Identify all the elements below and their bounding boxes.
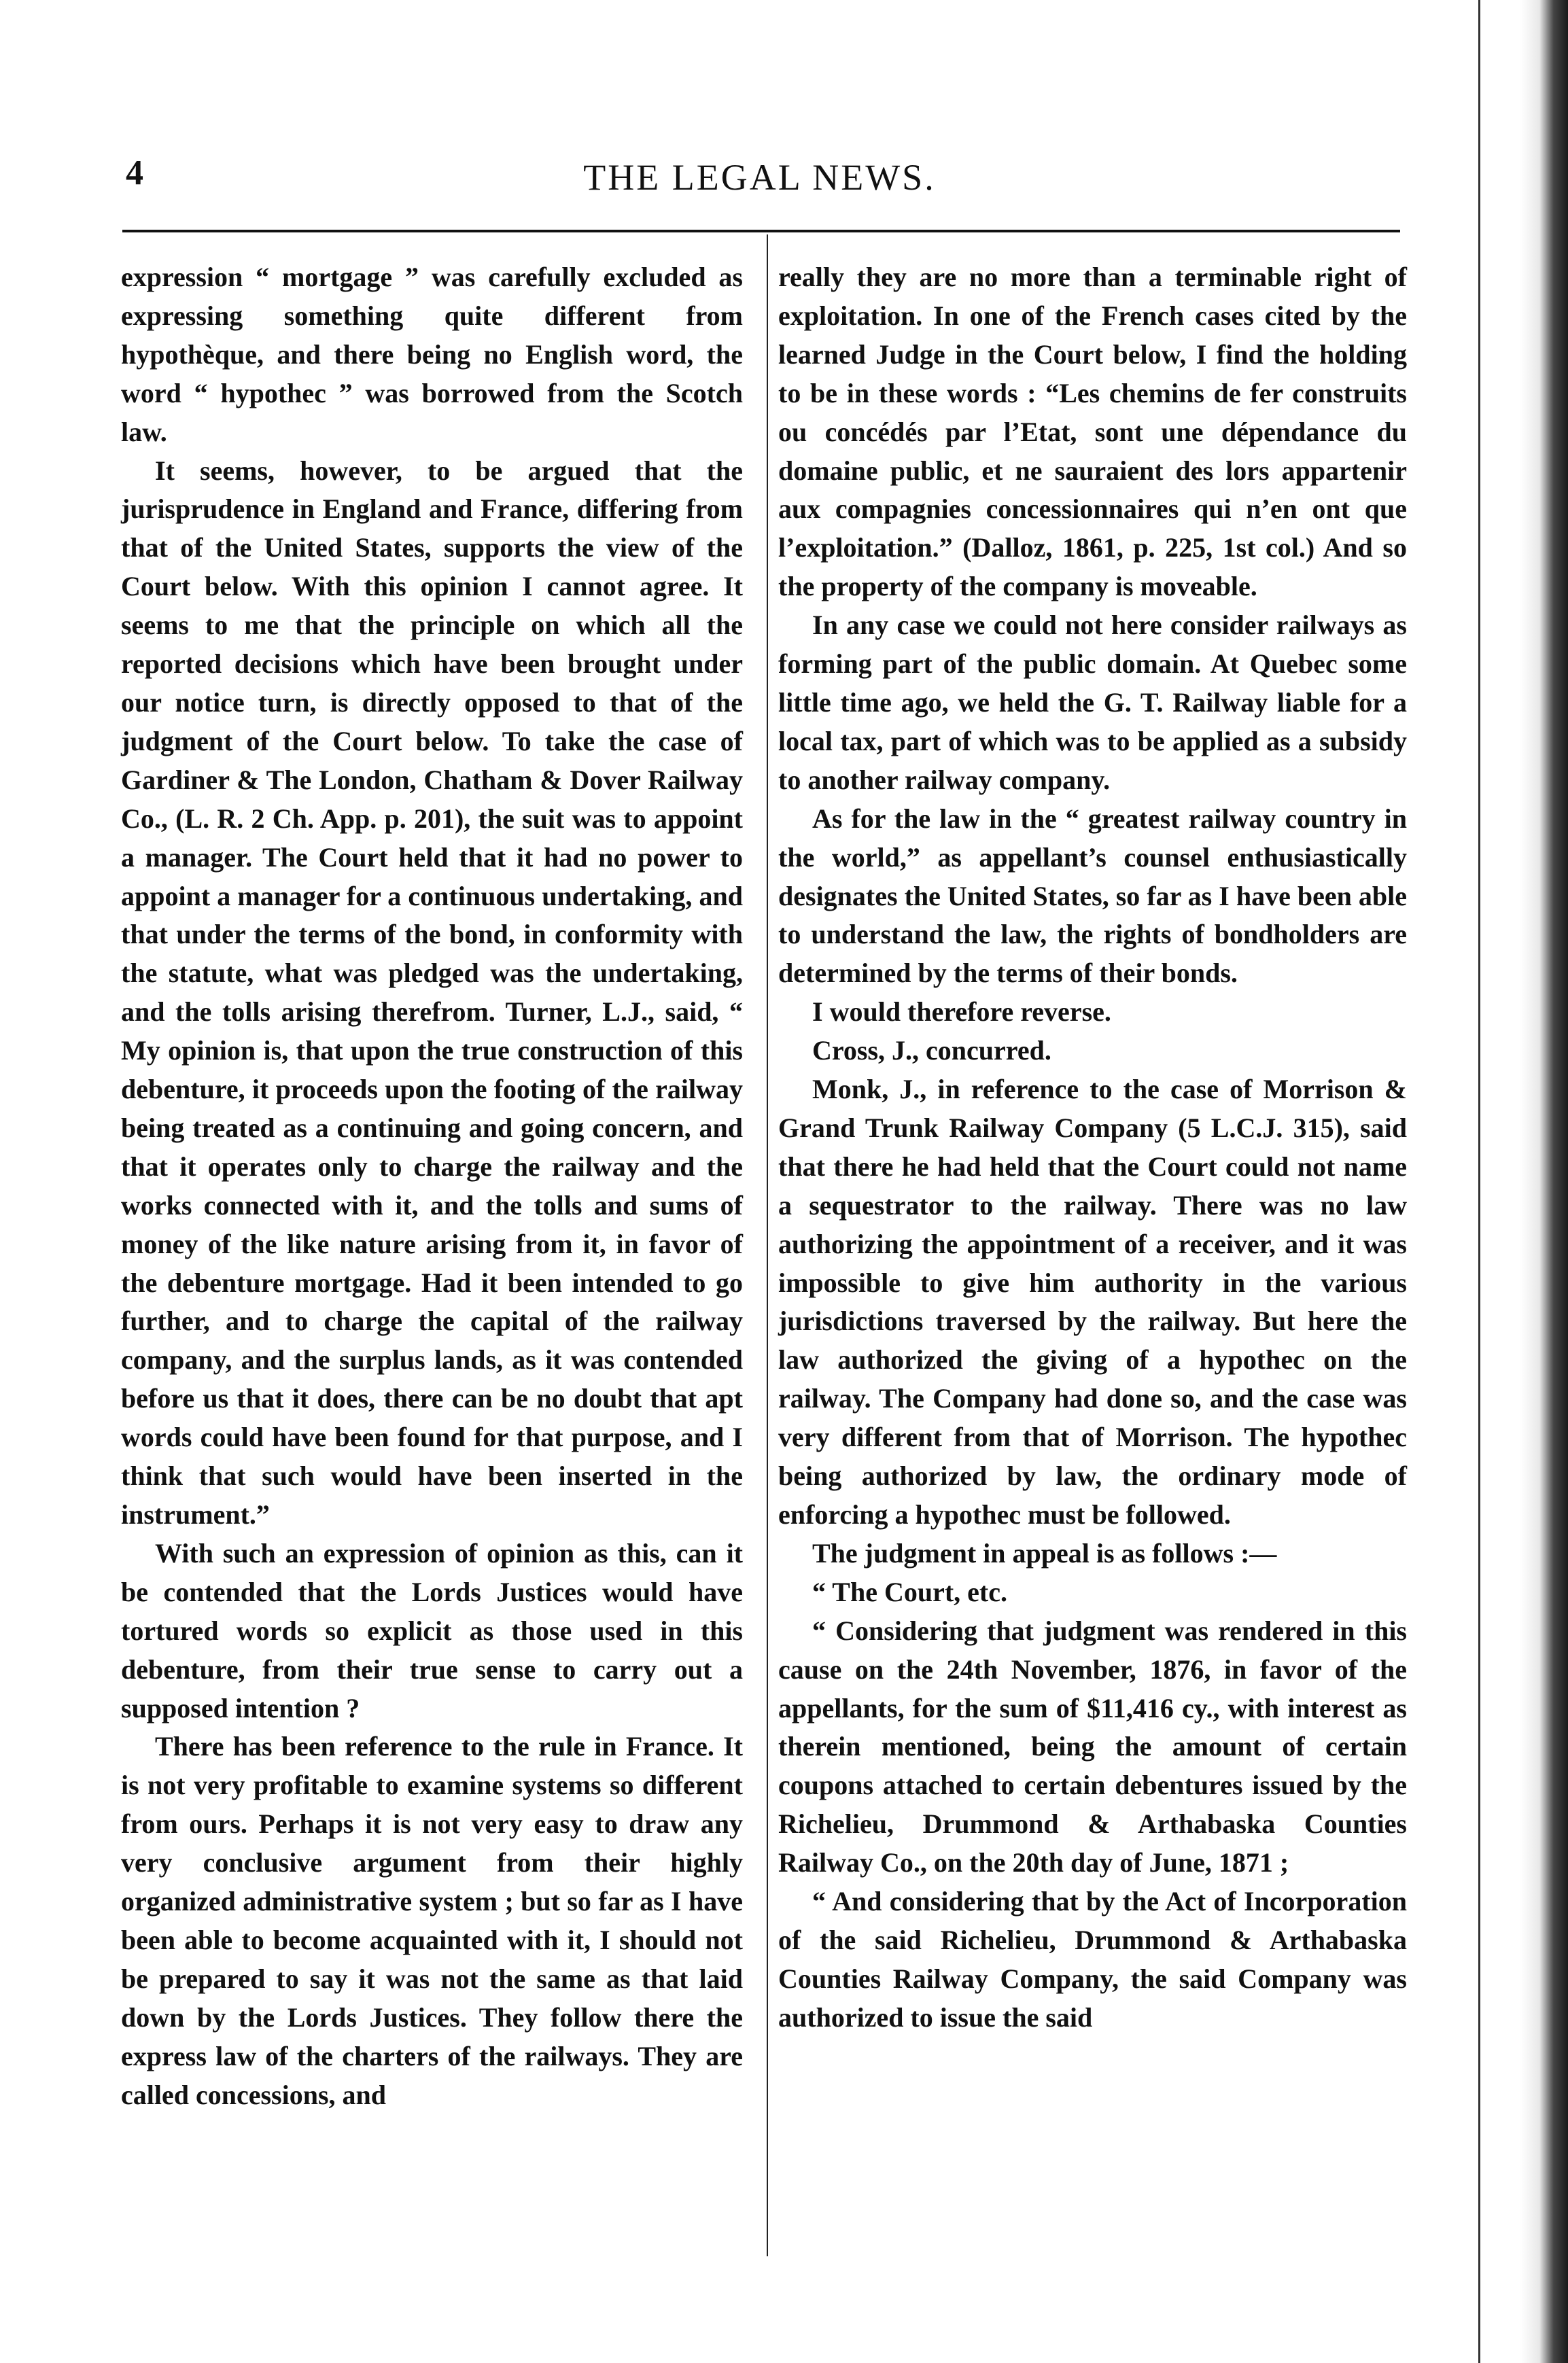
running-head: THE LEGAL NEWS. [583,157,936,198]
binding-line [1478,0,1480,2363]
paragraph: With such an expression of opinion as this, can it be contended that the Lords Justices would have tortured words so explicit as those used in this debenture, from their true sense to carry out a supposed intention ? [121,1537,743,1723]
paragraph: “ The Court, etc. [812,1576,1007,1607]
paragraph: Monk, J., in reference to the case of Morrison & Grand Trunk Railway Company (5 L.C.J. 315), said that there he had held that the Court could not name a sequestrator to the railway. There was no law authorizing the appointment of a receiver, and it was impossible to give him authority in the various jurisdictions traversed by the railway. But here the law authorized the giving of a hypothec on the railway. The Company had done so, and the case was very different from that of Morrison. The hypothec being authorized by law, the ordinary mode of enforcing a hypothec must be followed. [778,1074,1407,1530]
paragraph: “ Considering that judgment was rendered in this cause on the 24th November, 1876, in favor of the appellants, for the sum of $11,416 cy., with interest as therein mentioned, being the amount of certain coupons attached to certain debentures issued by the Richelieu, Drummond & Arthabaska Counties Railway Co., on the 20th day of June, 1871 ; [778,1615,1407,1878]
paragraph: In any case we could not here consider railways as forming part of the public domain. At Quebec some little time ago, we held the G. T. Railway liable for a local tax, part of which was to be applied as a subsidy to another railway company. [778,610,1407,795]
column-divider [767,234,768,2256]
paragraph: There has been reference to the rule in France. It is not very profitable to examine systems so different from ours. Perhaps it is not very easy to draw any very conclusive argument from their highly organized administrative system ; but so far as I have been able to become acquainted with it, I should not be prepared to say it was not the same as that laid down by the Lords Justices. They follow there the express law of the charters of the railways. They are called concessions, and [121,1731,743,2110]
paragraph: really they are no more than a terminable right of exploitation. In one of the French cases cited by the learned Judge in the Court below, I find the holding to be in these words : “Les chemins de fer construits ou concédés par l’Etat, sont une dépendance du domaine public, et ne sauraient des lors appartenir aux compagnies concessionnaires qui n’en ont que l’exploitation.” (Dalloz, 1861, p. 225, 1st col.) And so the property of the company is moveable. [778,262,1407,602]
page-header [119,153,1400,207]
right-column [778,258,1407,2037]
paragraph: The judgment in appeal is as follows :— [812,1537,1277,1569]
paragraph: expression “ mortgage ” was carefully excluded as expressing something quite different from hypothèque, and there being no English word, the word “ hypothec ” was borrowed from the Scotch law. [121,262,743,447]
paragraph: Cross, J., concurred. [812,1035,1051,1066]
header-rule [122,230,1400,232]
paragraph: “ And considering that by the Act of Incorporation of the said Richelieu, Drummond & Arthabaska Counties Railway Company, the said Company was authorized to issue the said [778,1886,1407,2033]
paragraph: It seems, however, to be argued that the jurisprudence in England and France, differing from that of the United States, supports the view of the Court below. With this opinion I cannot agree. It seems to me that the principle on which all the reported decisions which have been brought under our notice turn, is directly opposed to that of the judgment of the Court below. To take the case of Gardiner & The London, Chatham & Dover Railway Co., (L. R. 2 Ch. App. p. 201), the suit was to appoint a manager. The Court held that it had no power to appoint a manager for a continuous undertaking, and that under the terms of the bond, in conformity with the statute, what was pledged was the undertaking, and the tolls arising therefrom. Turner, L.J., said, “ My opinion is, that upon the true construction of this debenture, it proceeds upon the footing of the railway being treated as a continuing and going concern, and that it operates only to charge the railway and the works connected with it, and the tolls and sums of money of the like nature arising from it, in favor of the debenture mortgage. Had it been intended to go further, and to charge the capital of the railway company, and the surplus lands, as it was contended before us that it does, there can be no doubt that apt words could have been found for that purpose, and I think that such would have been inserted in the instrument.” [121,455,743,1530]
binding-edge [1520,0,1568,2363]
left-column [121,258,743,2115]
page-number: 4 [126,154,143,192]
paragraph: I would therefore reverse. [812,996,1111,1028]
paragraph: As for the law in the “ greatest railway country in the world,” as appellant’s counsel enthusiastically designates the United States, so far as I have been able to understand the law, the rights of bondholders are determined by the terms of their bonds. [778,803,1407,989]
